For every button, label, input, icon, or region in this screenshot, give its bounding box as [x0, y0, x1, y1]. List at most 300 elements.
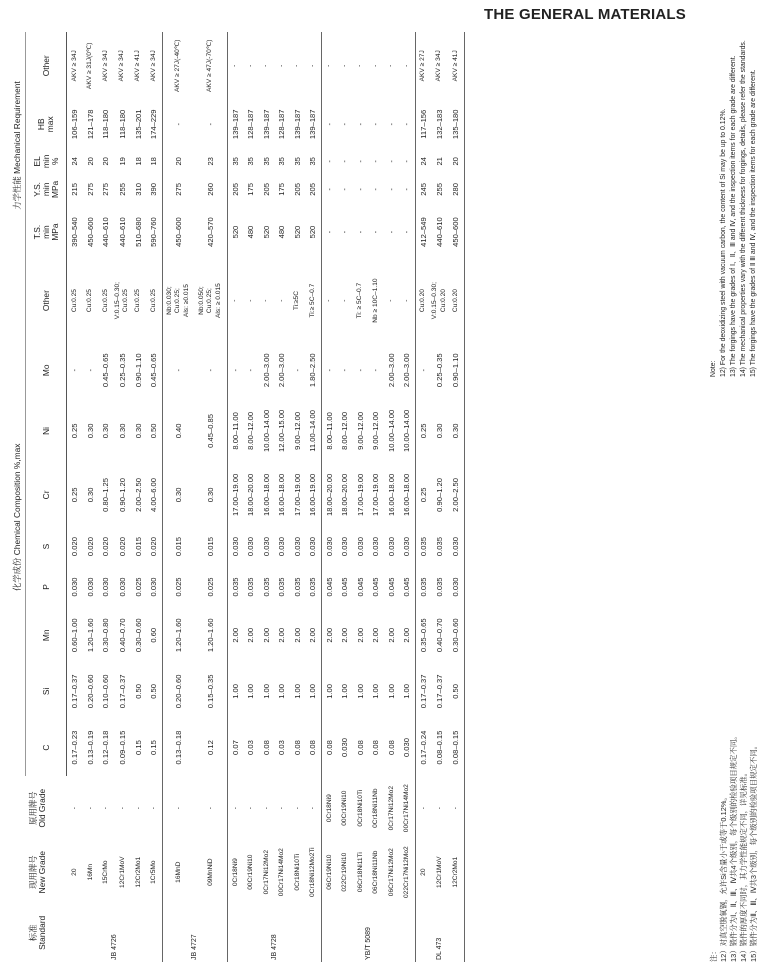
cell-mn: 0.40–0.70: [435, 618, 444, 653]
cell-si: 1.00: [277, 684, 287, 699]
note-cn-12: 12）对真空脱氧钢，允许Si含量小于或等于0.12%。: [719, 793, 728, 962]
cell-mo: -: [70, 369, 80, 372]
cell-new-grade: 1Cr5Mo: [146, 841, 162, 904]
cell-mn: 2.00: [292, 627, 302, 643]
cell-si: 0.10–0.60: [101, 674, 111, 709]
cell-ts: 420–570: [195, 205, 228, 259]
note-en-15: 15) The forgings have the grades of Ⅱ Ⅲ and Ⅳ, and the inspection items for each grade are different.: [750, 69, 757, 377]
cell-c: 0.15: [146, 719, 162, 775]
cell-other: Nb:0.050; Cu:0.25; Als: ≥ 0.015: [195, 259, 228, 342]
cell-old-grade: -: [102, 807, 110, 810]
cell-ts: 440–610: [435, 217, 444, 247]
cell-new-grade: 00Cr19Ni10: [247, 854, 255, 890]
cell-cr: 18.00–20.00: [246, 473, 256, 517]
cell-new-grade: 20: [419, 868, 427, 876]
table-row: [415, 32, 431, 962]
cell-cr: 16.00–19.00: [305, 463, 321, 526]
cell-hb: 106–159: [70, 109, 80, 140]
cell-s: 0.030: [340, 537, 350, 557]
col-ts: T.S. min MPa: [26, 205, 67, 259]
cell-mo: 1.80–2.50: [305, 342, 321, 398]
cell-ni: 10.00–14.00: [261, 409, 271, 453]
cell-si: 1.00: [386, 684, 396, 699]
cell-si: 0.15–0.35: [195, 663, 228, 719]
chem-title: 化学成份 Chemical Composition %,max: [9, 259, 26, 776]
cell-other2: -: [305, 32, 321, 100]
cell-ts: 520: [261, 225, 271, 239]
cell-c: 0.13–0.18: [174, 730, 183, 765]
cell-s: 0.020: [85, 537, 95, 557]
cell-other2: -: [340, 64, 348, 67]
cell-new-grade: 0Cr18Ni10Ti: [293, 853, 301, 891]
table-row: [259, 32, 275, 962]
cell-si: 0.20–0.60: [174, 674, 183, 709]
cell-c: 0.08: [324, 740, 334, 755]
note-en-13: 13) The forgings have the grades of Ⅰ、Ⅱ、Ⅲ and Ⅳ, and the inspection items for each grade are different.: [730, 55, 737, 377]
cell-s: 0.030: [386, 537, 396, 557]
cell-hb: -: [195, 100, 228, 149]
table-row: [448, 32, 464, 962]
cell-other: Ti: ≥ 5C–0.7: [356, 282, 363, 319]
cell-p: 0.035: [261, 577, 271, 597]
cell-el: 35: [261, 157, 271, 166]
col-cr: Cr: [26, 463, 67, 526]
cell-p: 0.045: [371, 577, 381, 597]
table-row: [321, 32, 337, 962]
cell-other2: AKV ≥ 34J: [101, 50, 109, 82]
cell-mo: 2.00–3.00: [399, 342, 415, 398]
cell-other: Ti:≥5C: [293, 291, 300, 311]
cell-other2: AKV ≥ 41J: [448, 32, 464, 100]
cell-p: 0.035: [435, 577, 444, 597]
cell-cr: 17.00–19.00: [292, 473, 302, 517]
cell-ys: 280: [448, 174, 464, 205]
cell-cr: 0.90–1.20: [117, 478, 127, 512]
cell-ys: 390: [146, 174, 162, 205]
col-ys: Y.S. min MPa: [26, 174, 67, 205]
cell-ni: 8.00–11.00: [324, 412, 334, 450]
cell-el: 23: [195, 149, 228, 174]
cell-cr: 0.25: [418, 487, 428, 503]
cell-new-grade: 20: [71, 868, 78, 876]
cell-mo: 2.00–3.00: [261, 353, 271, 388]
cell-mo: 2.00–3.00: [277, 353, 287, 388]
cell-other2: -: [399, 32, 415, 100]
cell-ts: 390–540: [70, 217, 80, 247]
cell-other2: AKV ≥ 27J(-40℃): [174, 39, 182, 92]
cell-el: -: [355, 160, 365, 163]
cell-ys: -: [399, 174, 415, 205]
cell-ni: 0.40: [174, 423, 183, 439]
cell-old-grade: -: [195, 776, 228, 841]
cell-p: 0.045: [399, 567, 415, 607]
cell-cr: 4.00–6.00: [146, 463, 162, 526]
cell-old-grade: 00Cr19Ni10: [341, 790, 349, 826]
cell-mn: 0.40–0.70: [117, 618, 127, 653]
cell-ys: 205: [230, 183, 240, 196]
cell-old-grade: -: [305, 776, 321, 841]
cell-ys: 245: [418, 183, 428, 196]
cell-mo: 0.45–0.65: [146, 342, 162, 398]
cell-ni: 10.00–14.00: [386, 409, 396, 453]
cell-old-grade: 00Cr17Ni14Mo2: [399, 776, 415, 841]
cell-mn: 0.60–1.00: [70, 618, 80, 653]
cell-mo: -: [246, 369, 256, 372]
table-row: [67, 32, 83, 962]
note-cn-13: 13）锻件分为Ⅰ、Ⅱ、Ⅲ、Ⅳ共4个级别，每个级别的检验项目规定不同。: [729, 732, 738, 962]
table-row: [290, 32, 306, 962]
cell-p: 0.045: [324, 577, 334, 597]
cell-ts: -: [340, 230, 350, 234]
cell-standard: JB 4728: [227, 904, 321, 962]
col-hb: HB max: [26, 100, 67, 149]
col-new-grade: 现用牌号 New Grade: [27, 851, 47, 894]
cell-mo: 0.90–1.10: [133, 353, 143, 388]
cell-old-grade: -: [278, 807, 286, 810]
cell-el: -: [324, 160, 334, 163]
cell-mn: 2.00: [386, 627, 396, 643]
cell-cr: 17.00–19.00: [355, 473, 365, 517]
cell-ts: -: [371, 230, 381, 234]
cell-other2: AKV ≥ 41J: [134, 50, 141, 82]
cell-ni: 9.00–12.00: [371, 411, 381, 450]
cell-new-grade: 06Cr18Ni11Ti: [356, 852, 364, 893]
cell-hb: 174–229: [146, 100, 162, 149]
cell-cr: 2.00–2.50: [448, 463, 464, 526]
cell-ni: 0.30: [101, 423, 111, 439]
cell-other: Cu:0.25: [86, 289, 93, 313]
cell-standard: YB/T 5089: [321, 904, 415, 962]
cell-p: 0.035: [246, 577, 256, 597]
cell-old-grade: -: [436, 807, 443, 810]
cell-old-grade: -: [71, 807, 78, 810]
table-row: [162, 32, 195, 962]
table-row: [384, 32, 400, 962]
cell-mn: 1.20–1.60: [85, 618, 95, 653]
cell-ni: 0.30: [448, 398, 464, 463]
cell-mo: -: [174, 369, 183, 372]
cell-p: 0.030: [448, 567, 464, 607]
cell-p: 0.035: [277, 577, 287, 597]
cell-other: -: [340, 299, 348, 302]
table-row: [195, 32, 228, 962]
cell-c: 0.08: [292, 740, 302, 755]
cell-c: 0.08: [305, 719, 321, 775]
cell-mn: 2.00: [230, 627, 240, 643]
cell-other: Ti:≥ 5C–0.7: [305, 259, 321, 342]
cell-cr: 16.00–18.00: [386, 473, 396, 517]
cell-s: 0.030: [292, 537, 302, 557]
cell-new-grade: 09MnNiD: [195, 841, 228, 904]
cell-s: 0.015: [174, 537, 183, 557]
cell-cr: 16.00–18.00: [261, 473, 271, 517]
cell-s: 0.030: [261, 537, 271, 557]
note-en-12: 12) For the deoxidizing steel with vacuum carbon, the content of Si may be up to 0.12%.: [720, 108, 727, 377]
cell-c: 0.17–0.23: [70, 730, 80, 765]
cell-el: 21: [435, 157, 444, 166]
cell-el: -: [340, 160, 350, 163]
cell-hb: 139–187: [230, 109, 240, 140]
cell-ts: 450–600: [174, 217, 183, 247]
cell-hb: -: [371, 123, 381, 126]
col-mo: Mo: [26, 342, 67, 398]
cell-si: 1.00: [292, 684, 302, 699]
cell-c: 0.17–0.24: [418, 730, 428, 765]
cell-ys: 175: [246, 183, 256, 196]
cell-ni: 0.30: [85, 423, 95, 439]
table-row: [353, 32, 369, 962]
cell-ni: 11.00–14.00: [305, 398, 321, 463]
cell-other: -: [246, 299, 254, 302]
cell-c: 0.08: [355, 740, 365, 755]
cell-s: 0.030: [230, 537, 240, 557]
cell-new-grade: 0Cr18Ni9: [231, 858, 239, 887]
cell-cr: 18.00–20.00: [340, 473, 350, 517]
col-c: C: [26, 719, 67, 775]
cell-hb: 118–180: [101, 109, 111, 139]
cell-standard: JB 4726: [67, 904, 163, 962]
cell-old-grade: 0Cr18Ni9: [325, 794, 333, 823]
cell-el: 35: [230, 157, 240, 166]
cell-old-grade: -: [134, 807, 142, 810]
cell-other2: AKV ≥ 34J: [146, 32, 162, 100]
cell-cr: 16.00–18.00: [399, 463, 415, 526]
cell-mn: 0.35–0.65: [418, 618, 428, 653]
cell-ni: 0.45–0.85: [195, 398, 228, 463]
cell-ys: 205: [261, 183, 271, 196]
table-body: [67, 32, 465, 962]
cell-new-grade: 06Cr19Ni10: [325, 854, 333, 890]
cell-ts: 520: [292, 225, 302, 239]
cell-si: 0.17–0.37: [117, 674, 127, 709]
cell-ni: 0.50: [146, 398, 162, 463]
cell-other: Cu:0.20: [419, 289, 426, 313]
cell-other2: -: [262, 64, 269, 67]
table-row: [305, 32, 321, 962]
cell-ts: -: [399, 205, 415, 259]
cell-hb: -: [355, 123, 365, 126]
cell-el: 18: [146, 149, 162, 174]
cell-mo: -: [355, 369, 365, 372]
cell-el: 20: [101, 157, 111, 166]
cell-ts: 520: [230, 225, 240, 239]
rotated-table-content: [9, 32, 758, 962]
cell-ys: -: [340, 188, 350, 191]
col-mn: Mn: [26, 607, 67, 663]
notes-en-head: Note:: [710, 360, 717, 377]
cell-ts: 480: [246, 225, 256, 239]
cell-new-grade: 12Cr1MoV: [436, 856, 443, 888]
cell-mn: 1.20–1.60: [195, 607, 228, 663]
cell-cr: 0.30: [174, 487, 183, 503]
cell-cr: 17.00–19.00: [371, 473, 381, 517]
col-el: EL min %: [26, 149, 67, 174]
cell-ts: -: [355, 230, 365, 234]
cell-mn: 0.60: [146, 607, 162, 663]
cell-ni: 8.00–11.00: [230, 412, 240, 450]
cell-other2: -: [325, 64, 332, 67]
cell-new-grade: 06Cr17Ni12Mo2: [387, 848, 395, 897]
cell-mn: 0.30–0.60: [448, 607, 464, 663]
cell-ys: -: [386, 188, 396, 191]
cell-el: 35: [305, 149, 321, 174]
cell-mo: -: [85, 369, 95, 372]
cell-p: 0.045: [355, 577, 365, 597]
cell-ys: 255: [117, 183, 127, 196]
cell-ys: 310: [133, 183, 143, 196]
cell-si: 0.17–0.37: [70, 674, 80, 709]
cell-cr: 0.80–1.25: [101, 478, 111, 512]
cell-ni: 8.00–12.00: [340, 411, 350, 450]
cell-old-grade: -: [419, 807, 427, 810]
cell-ni: 0.30: [435, 423, 444, 439]
cell-hb: 139–187: [261, 109, 271, 140]
cell-p: 0.035: [230, 577, 240, 597]
cell-el: -: [371, 160, 381, 163]
cell-other2: AKV ≥ 34J: [70, 50, 78, 82]
cell-ts: 440–610: [117, 217, 127, 247]
cell-p: 0.025: [174, 577, 183, 597]
table-row: [274, 32, 290, 962]
cell-other2: AKV ≥ 34J: [435, 50, 443, 82]
cell-old-grade: -: [262, 807, 270, 810]
cell-mo: -: [418, 369, 428, 372]
cell-other2: -: [277, 64, 285, 67]
cell-other2: AKV ≥ 34J: [117, 50, 125, 82]
cell-c: 0.08: [386, 740, 396, 755]
table-row: [98, 32, 114, 962]
cell-si: 0.20–0.60: [85, 674, 95, 709]
cell-other2: -: [371, 64, 379, 67]
cell-s: 0.015: [133, 537, 143, 557]
cell-old-grade: -: [231, 807, 239, 810]
cell-mo: -: [195, 342, 228, 398]
cell-cr: 0.25: [70, 487, 80, 503]
cell-c: 0.09–0.15: [117, 730, 127, 765]
cell-c: 0.12–0.18: [101, 730, 111, 765]
cell-other: Nb ≥ 10C–1.10: [371, 278, 379, 323]
note-cn-15: 15）锻件分为Ⅱ、Ⅲ、Ⅳ共3个级别，每个级别的检验项目规定不同。: [749, 741, 758, 962]
cell-s: 0.030: [246, 537, 256, 557]
cell-el: -: [399, 149, 415, 174]
cell-mn: 2.00: [305, 607, 321, 663]
cell-other: Cu:0.25: [134, 289, 141, 313]
cell-new-grade: 022Cr17Ni12Mo2: [399, 841, 415, 904]
cell-hb: 135–180: [448, 100, 464, 149]
cell-other: Cu:0.25: [146, 259, 162, 342]
cell-other2: -: [231, 64, 238, 67]
col-standard: 标准 Standard: [27, 915, 47, 950]
cell-mo: -: [340, 369, 350, 372]
cell-p: 0.035: [305, 567, 321, 607]
cell-old-grade: -: [247, 807, 255, 810]
cell-mn: 2.00: [261, 627, 271, 643]
cell-ys: 275: [85, 183, 95, 196]
cell-mn: 1.20–1.60: [174, 618, 183, 653]
cell-el: 20: [448, 149, 464, 174]
cell-hb: 118–180: [117, 109, 127, 139]
note-cn-14: 14）锻件的厚度不同时，其力学性能规定不同，详见标准。: [739, 769, 748, 962]
cell-ys: 275: [174, 183, 183, 196]
cell-el: 35: [292, 157, 302, 166]
cell-p: 0.025: [195, 567, 228, 607]
cell-p: 0.045: [386, 577, 396, 597]
cell-mo: -: [324, 369, 334, 372]
cell-other: Cu:0.25: [101, 289, 109, 313]
cell-new-grade: 16MnD: [175, 861, 182, 883]
cell-hb: -: [399, 100, 415, 149]
cell-si: 1.00: [324, 684, 334, 699]
cell-s: 0.030: [448, 526, 464, 566]
cell-p: 0.035: [292, 577, 302, 597]
cell-hb: 139–187: [292, 109, 302, 140]
cell-other: -: [387, 299, 394, 302]
materials-table: [9, 32, 465, 962]
cell-standard: JB 4727: [162, 904, 227, 962]
cell-c: 0.08: [371, 740, 381, 755]
cell-ys: 260: [195, 174, 228, 205]
cell-mn: 2.00: [246, 627, 256, 643]
col-s: S: [26, 526, 67, 566]
cell-s: 0.020: [70, 537, 80, 557]
cell-other2: -: [293, 64, 300, 67]
cell-new-grade: 12Cr2Mo1: [134, 856, 142, 888]
cell-mn: 2.00: [277, 627, 287, 643]
cell-hb: 128–187: [277, 109, 287, 140]
cell-ni: 9.00–12.00: [355, 411, 365, 450]
col-p: P: [26, 567, 67, 607]
cell-s: 0.030: [324, 537, 334, 557]
cell-s: 0.035: [418, 537, 428, 557]
cell-el: 24: [418, 157, 428, 166]
cell-c: 0.08–0.15: [448, 719, 464, 775]
cell-cr: 0.30: [85, 487, 95, 503]
cell-mn: 2.00: [371, 627, 381, 643]
cell-ni: 9.00–12.00: [292, 411, 302, 450]
cell-old-grade: 0Cr18Ni11Nb: [372, 788, 380, 828]
col-si: Si: [26, 663, 67, 719]
cell-other: -: [277, 299, 285, 302]
cell-ys: -: [355, 188, 365, 191]
cell-s: 0.030: [371, 537, 381, 557]
cell-cr: 17.00–19.00: [230, 473, 240, 517]
cell-other2: AKV ≥ 31J(0℃): [86, 42, 93, 90]
col-other: Other: [26, 259, 67, 342]
notes-cn-head: 注：: [709, 947, 718, 962]
cell-ys: 205: [292, 183, 302, 196]
cell-si: 0.17–0.37: [435, 674, 444, 709]
cell-other2: -: [387, 64, 394, 67]
cell-ys: 205: [305, 174, 321, 205]
cell-ni: 10.00–14.00: [399, 398, 415, 463]
cell-ni: 0.25: [70, 423, 80, 439]
cell-el: 20: [174, 157, 183, 166]
cell-old-grade: -: [293, 807, 301, 810]
cell-ts: -: [386, 230, 396, 234]
cell-mn: 0.30–0.60: [133, 618, 143, 653]
table-row: [431, 32, 448, 962]
cell-mo: -: [292, 369, 302, 372]
cell-ts: 510–680: [133, 217, 143, 247]
cell-ts: 480: [277, 225, 287, 239]
cell-mo: 0.25–0.35: [117, 353, 127, 388]
col-other2: Other: [26, 32, 67, 100]
cell-other: -: [399, 259, 415, 342]
table-row: [337, 32, 353, 962]
cell-el: 20: [85, 157, 95, 166]
cell-s: 0.030: [355, 537, 365, 557]
cell-el: 19: [117, 157, 127, 166]
